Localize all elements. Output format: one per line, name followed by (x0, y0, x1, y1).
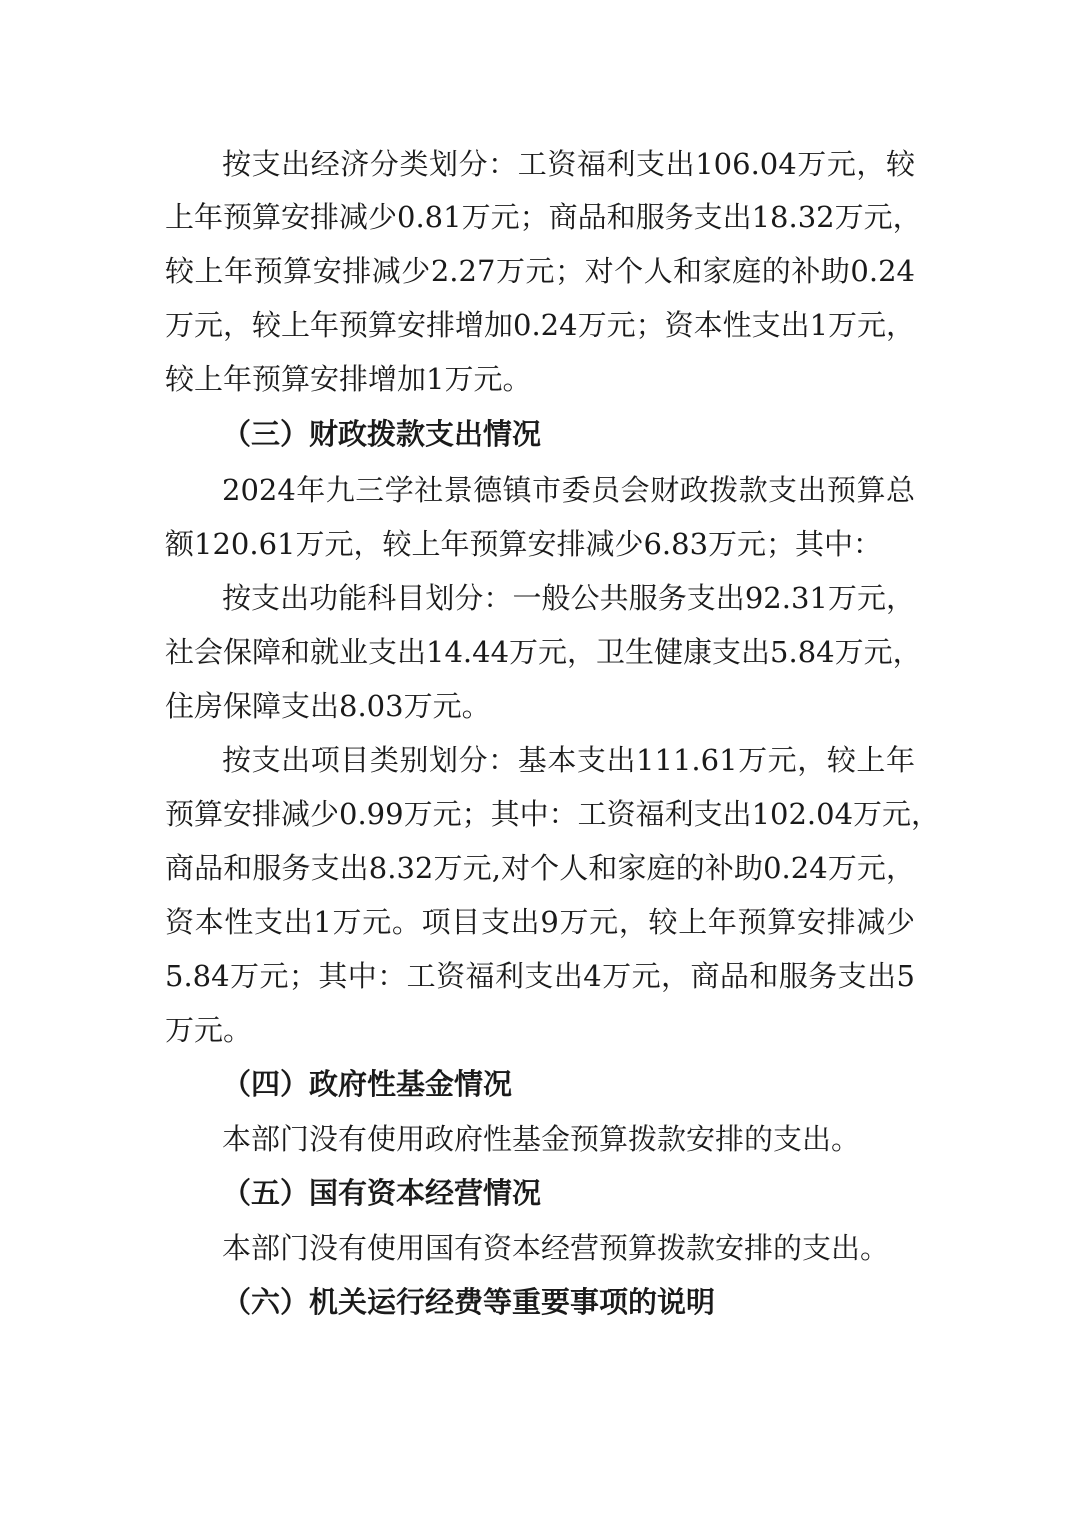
paragraph-line: 预算安排减少0.99万元；其中：工资福利支出102.04万元， (165, 797, 941, 831)
paragraph-line: 商品和服务支出8.32万元,对个人和家庭的补助0.24万元， (165, 851, 915, 885)
paragraph-line: 2024年九三学社景德镇市委员会财政拨款支出预算总 (222, 473, 915, 507)
paragraph-line: 较上年预算安排增加1万元。 (165, 362, 532, 396)
paragraph-line: 住房保障支出8.03万元。 (165, 689, 491, 723)
section-heading: （六）机关运行经费等重要事项的说明 (222, 1285, 716, 1319)
paragraph-line: 上年预算安排减少0.81万元；商品和服务支出18.32万元， (165, 200, 922, 234)
paragraph-line: 资本性支出1万元。项目支出9万元，较上年预算安排减少 (165, 905, 915, 939)
section-heading: （五）国有资本经营情况 (222, 1176, 542, 1210)
paragraph-line: 本部门没有使用国有资本经营预算拨款安排的支出。 (222, 1231, 890, 1265)
paragraph-line: 较上年预算安排减少2.27万元；对个人和家庭的补助0.24 (165, 254, 915, 288)
section-heading: （四）政府性基金情况 (222, 1067, 513, 1101)
paragraph-line: 额120.61万元，较上年预算安排减少6.83万元；其中： (165, 527, 883, 561)
paragraph-line: 万元，较上年预算安排增加0.24万元；资本性支出1万元， (165, 308, 916, 342)
section-heading: （三）财政拨款支出情况 (222, 417, 542, 451)
paragraph-line: 社会保障和就业支出14.44万元，卫生健康支出5.84万元， (165, 635, 922, 669)
paragraph-line: 按支出功能科目划分：一般公共服务支出92.31万元， (222, 581, 915, 615)
paragraph-line: 按支出项目类别划分：基本支出111.61万元，较上年 (222, 743, 915, 777)
paragraph-line: 5.84万元；其中：工资福利支出4万元，商品和服务支出5 (165, 959, 915, 993)
paragraph-line: 万元。 (165, 1013, 253, 1047)
paragraph-line: 本部门没有使用政府性基金预算拨款安排的支出。 (222, 1122, 861, 1156)
paragraph-line: 按支出经济分类划分：工资福利支出106.04万元，较 (222, 147, 915, 181)
